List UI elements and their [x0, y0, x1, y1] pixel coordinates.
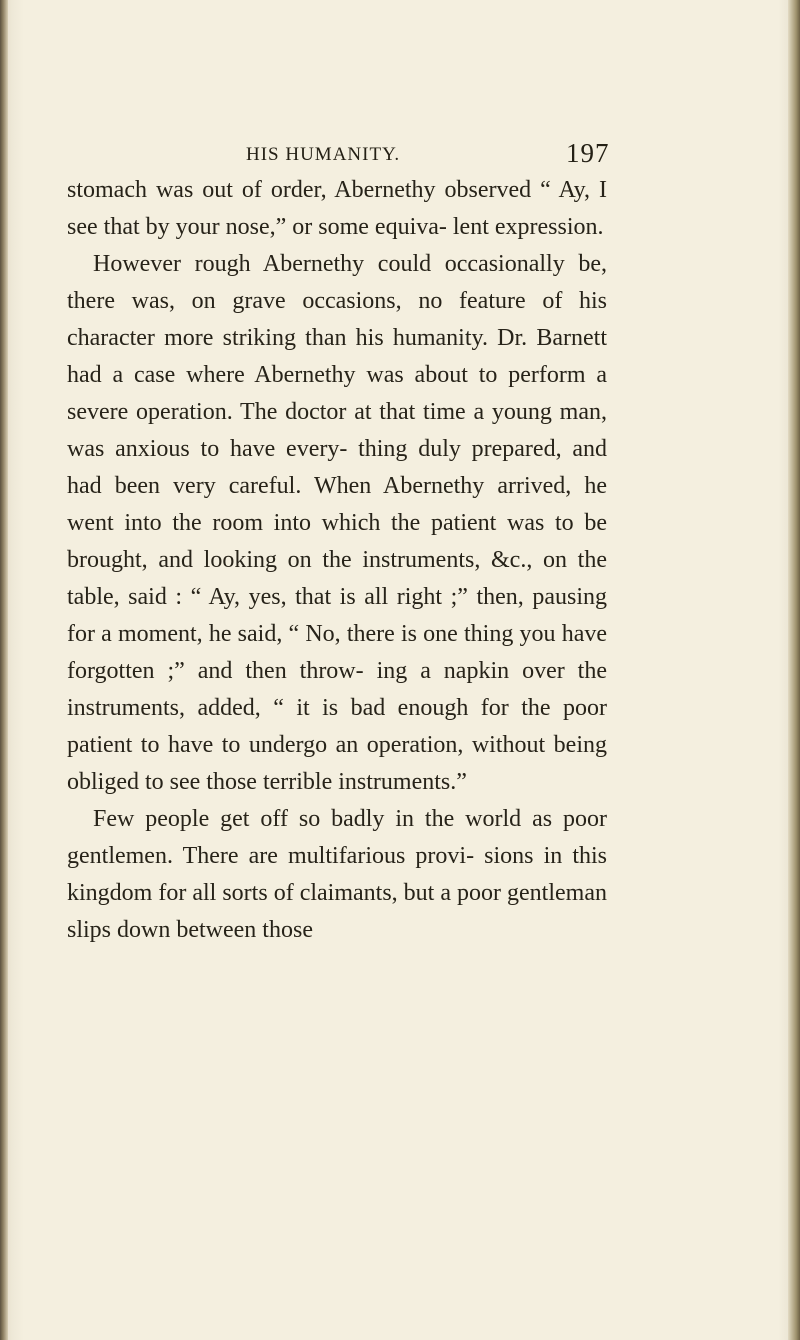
- page-number: 197: [566, 138, 610, 168]
- paragraph: Few people get off so badly in the world as poor gentlemen. There are multifarious provi- sions in this kingdom for all sorts of claimants, but a poor gentleman slips down between those: [67, 806, 607, 943]
- paragraph: However rough Abernethy could occasionally be, there was, on grave occasions, no feature of his character more striking than his humanity. Dr. Barnett had a case where Abernethy was about to perform a severe operation. The doctor at that time a young man, was anxious to have every- thing duly prepared, and had been very careful. When Abernethy arrived, he went into the room into which the patient was to be brought, and looking on the instruments, &c., on the table, said : “ Ay, yes, that is all right ;” then, pausing for a moment, he said, “ No, there is one thing you have forgotten ;” and then throw- ing a napkin over the instruments, added, “ it is bad enough for the poor patient to have to undergo an operation, without being obliged to see those terrible instruments.”: [67, 251, 607, 795]
- paragraph: stomach was out of order, Abernethy observed “ Ay, I see that by your nose,” or some equiva- lent expression.: [67, 177, 607, 240]
- left-page-edge: [0, 0, 8, 1340]
- body-text: [67, 172, 607, 949]
- running-head: HIS HUMANITY.: [246, 144, 401, 165]
- right-page-edge: [788, 0, 800, 1340]
